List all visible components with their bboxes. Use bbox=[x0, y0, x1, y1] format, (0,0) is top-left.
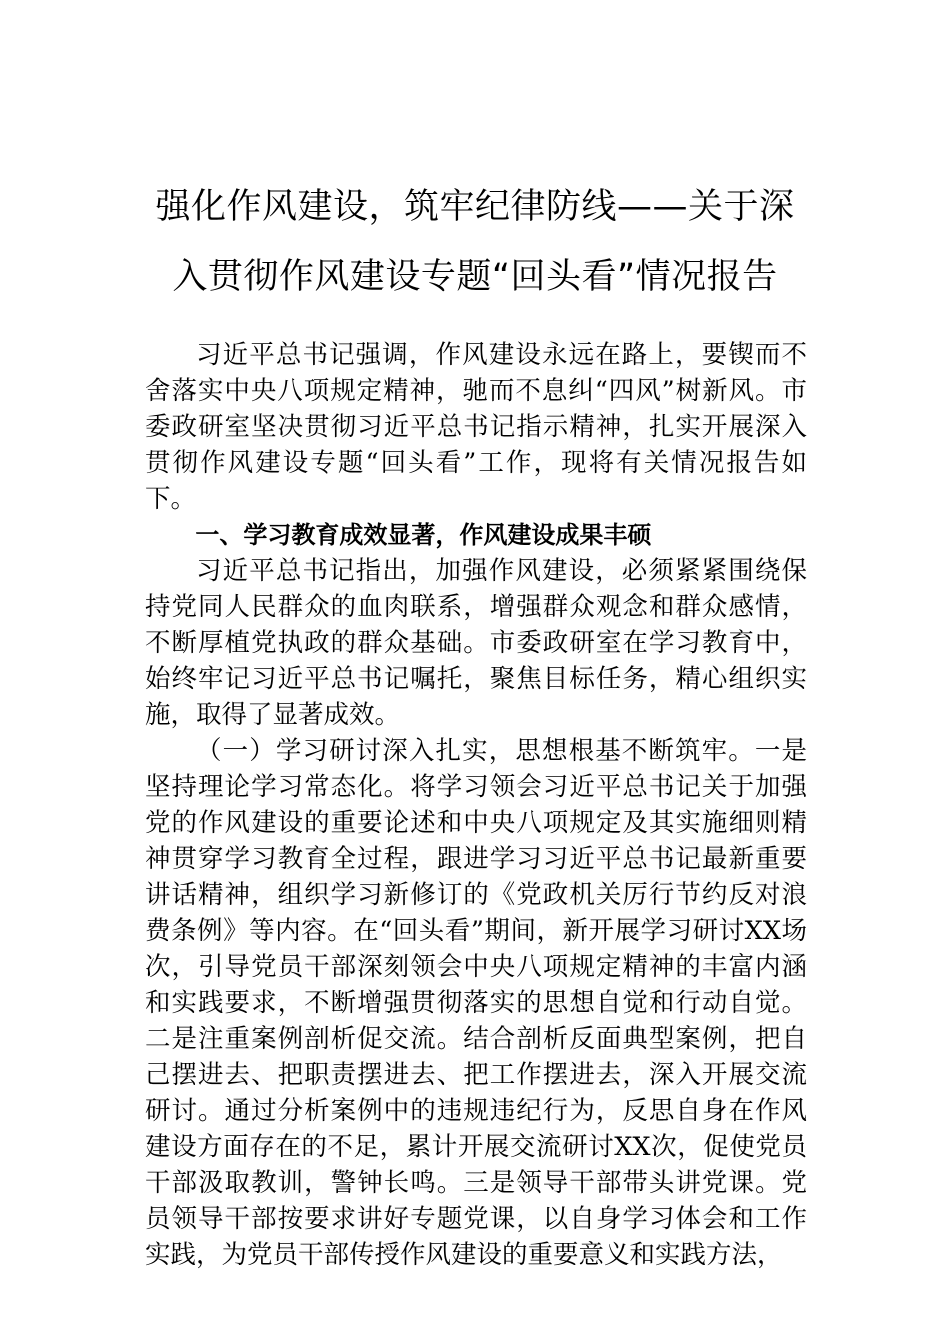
intro-paragraph: 习近平总书记强调，作风建设永远在路上，要锲而不舍落实中央八项规定精神，驰而不息纠“四风”树新风。市委政研室坚决贯彻习近平总书记指示精神，扎实开展深入贯彻作风建设专题“回头看”工作，现将有关情况报告如下。 bbox=[145, 340, 807, 514]
section-heading-1: 一、学习教育成效显著，作风建设成果丰硕 bbox=[195, 521, 652, 549]
subsection-1-paragraph: （一）学习研讨深入扎实，思想根基不断筑牢。一是坚持理论学习常态化。将学习领会习近平总书记关于加强党的作风建设的重要论述和中央八项规定及其实施细则精神贯穿学习教育全过程，跟进学习习近平总书记最新重要讲话精神，组织学习新修订的《党政机关厉行节约反对浪费条例》等内容。在“回头看”期间，新开展学习研讨XX场次，引导党员干部深刻领会中央八项规定精神的丰富内涵和实践要求，不断增强贯彻落实的思想自觉和行动自觉。二是注重案例剖析促交流。结合剖析反面典型案例，把自己摆进去、把职责摆进去、把工作摆进去，深入开展交流研讨。通过分析案例中的违规违纪行为，反思自身在作风建设方面存在的不足，累计开展交流研讨XX次，促使党员干部汲取教训，警钟长鸣。三是领导干部带头讲党课。党员领导干部按要求讲好专题党课，以自身学习体会和工作实践，为党员干部传授作风建设的重要意义和实践方法， bbox=[145, 736, 807, 1270]
document-title bbox=[140, 172, 810, 312]
title-line-2: 入贯彻作风建设专题“回头看”情况报告 bbox=[172, 257, 778, 297]
document-body bbox=[145, 337, 807, 1273]
section-1-paragraph: 习近平总书记指出，加强作风建设，必须紧紧围绕保持党同人民群众的血肉联系，增强群众观念和群众感情，不断厚植党执政的群众基础。市委政研室在学习教育中，始终牢记习近平总书记嘱托，聚焦目标任务，精心组织实施，取得了显著成效。 bbox=[145, 556, 807, 730]
title-line-1: 强化作风建设，筑牢纪律防线——关于深 bbox=[155, 187, 795, 227]
